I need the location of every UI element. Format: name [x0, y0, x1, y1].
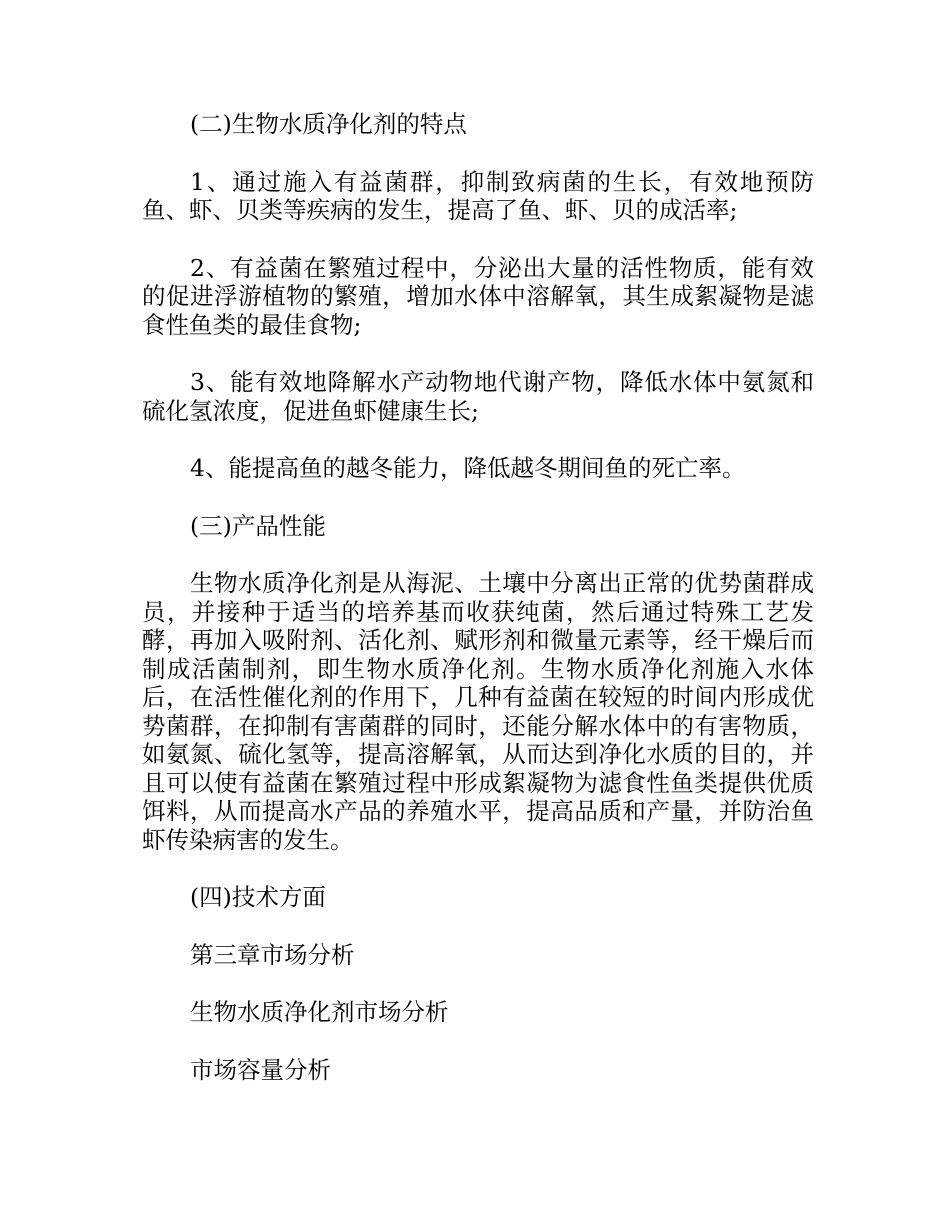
- feature-item-1: 1、通过施入有益菌群，抑制致病菌的生长，有效地预防鱼、虾、贝类等疾病的发生，提高了鱼、虾、贝的成活率;: [142, 167, 814, 224]
- document-body: [142, 110, 814, 1111]
- subheading-product-market-analysis: 生物水质净化剂市场分析: [190, 998, 449, 1026]
- feature-item-4: 4、能提高鱼的越冬能力，降低越冬期间鱼的死亡率。: [190, 454, 746, 482]
- feature-item-2: 2、有益菌在繁殖过程中，分泌出大量的活性物质，能有效的促进浮游植物的繁殖，增加水体中溶解氧，其生成絮凝物是滤食性鱼类的最佳食物;: [142, 253, 814, 339]
- section-heading-features: (二)生物水质净化剂的特点: [190, 110, 467, 138]
- subheading-market-capacity: 市场容量分析: [190, 1055, 331, 1084]
- section-heading-performance: (三)产品性能: [190, 511, 326, 540]
- feature-item-3: 3、能有效地降解水产动物地代谢产物，降低水体中氨氮和硫化氢浓度，促进鱼虾健康生长;: [142, 368, 814, 425]
- chapter-heading-market-analysis: 第三章市场分析: [190, 940, 355, 969]
- section-heading-technology: (四)技术方面: [190, 883, 326, 911]
- performance-paragraph: 生物水质净化剂是从海泥、土壤中分离出正常的优势菌群成员，并接种于适当的培养基而收获纯菌，然后通过特殊工艺发酵，再加入吸附剂、活化剂、赋形剂和微量元素等，经干燥后而制成活菌制剂，即生物水质净化剂。生物水质净化剂施入水体后，在活性催化剂的作用下，几种有益菌在较短的时间内形成优势菌群，在抑制有害菌群的同时，还能分解水体中的有害物质，如氨氮、硫化氢等，提高溶解氧，从而达到净化水质的目的，并且可以使有益菌在繁殖过程中形成絮凝物为滤食性鱼类提供优质饵料，从而提高水产品的养殖水平，提高品质和产量，并防治鱼虾传染病害的发生。: [142, 569, 814, 854]
